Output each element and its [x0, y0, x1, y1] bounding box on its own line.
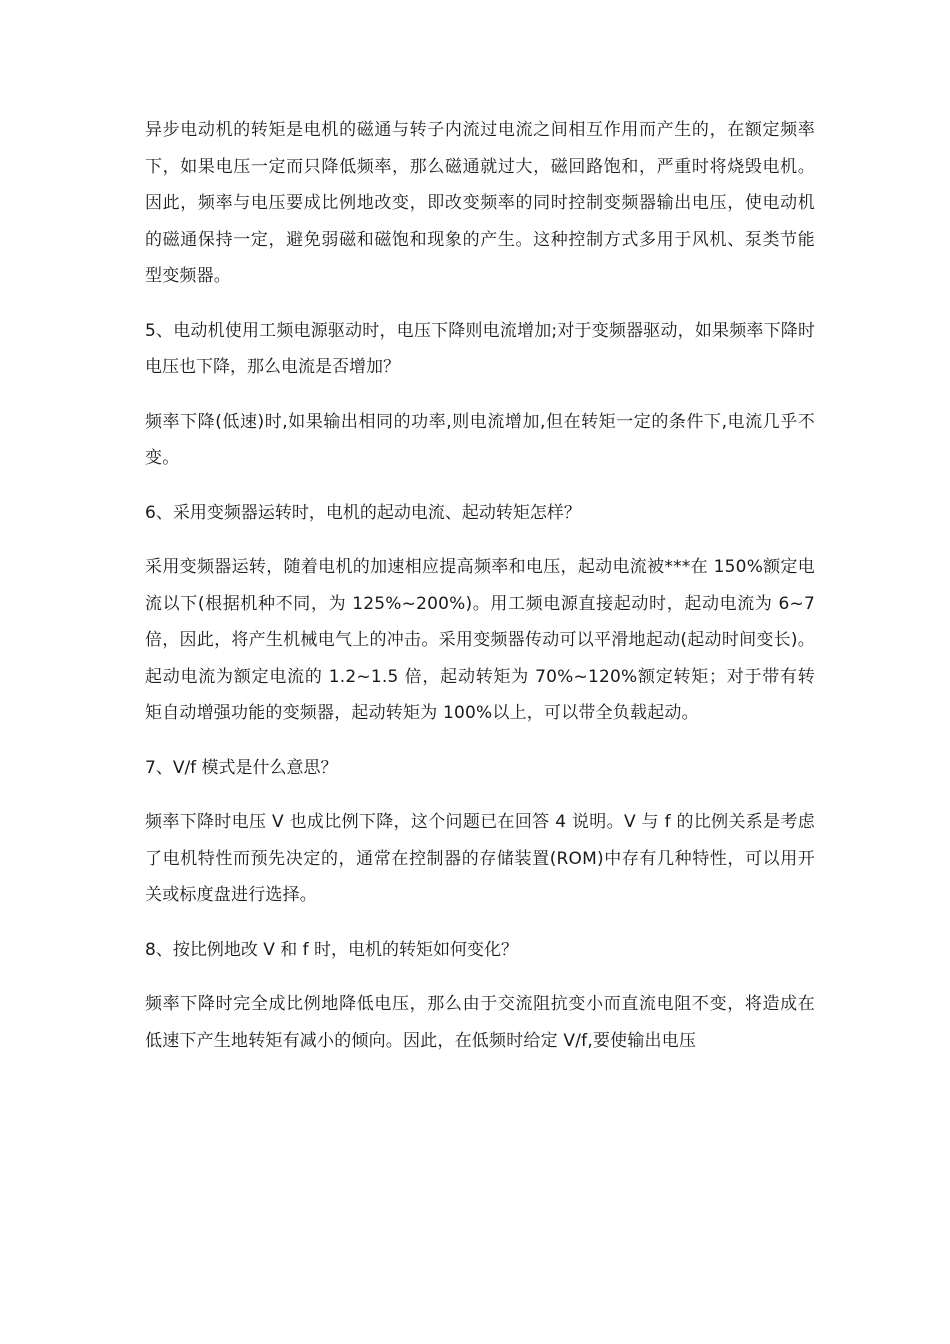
- paragraph-answer-7: 频率下降时电压 V 也成比例下降，这个问题已在回答 4 说明。V 与 f 的比例关系是考虑了电机特性而预先决定的，通常在控制器的存储装置(ROM)中存有几种特性，可以用开关或标度盘进行选择。: [145, 812, 815, 905]
- question-7: 7、V/f 模式是什么意思？: [145, 757, 338, 778]
- paragraph-answer-5: 频率下降(低速)时,如果输出相同的功率,则电流增加,但在转矩一定的条件下,电流几乎不变。: [145, 411, 815, 468]
- paragraph-answer-8: 频率下降时完全成比例地降低电压，那么由于交流阻抗变小而直流电阻不变，将造成在低速下产生地转矩有减小的倾向。因此，在低频时给定 V/f,要使输出电压: [145, 994, 815, 1051]
- question-8: 8、按比例地改 V 和 f 时，电机的转矩如何变化？: [145, 939, 519, 960]
- paragraph-answer-4: 异步电动机的转矩是电机的磁通与转子内流过电流之间相互作用而产生的，在额定频率下，如果电压一定而只降低频率，那么磁通就过大，磁回路饱和，严重时将烧毁电机。因此，频率与电压要成比例地改变，即改变频率的同时控制变频器输出电压，使电动机的磁通保持一定，避免弱磁和磁饱和现象的产生。这种控制方式多用于风机、泵类节能型变频器。: [145, 120, 815, 286]
- paragraph-answer-6: 采用变频器运转，随着电机的加速相应提高频率和电压，起动电流被***在 150%额定电流以下(根据机种不同，为 125%~200%)。用工频电源直接起动时，起动电流为 6~7 倍，因此，将产生机械电气上的冲击。采用变频器传动可以平滑地起动(起动时间变长)。起动电流为额定电流的 1.2~1.5 倍，起动转矩为 70%~120%额定转矩；对于带有转矩自动增强功能的变频器，起动转矩为 100%以上，可以带全负载起动。: [145, 557, 815, 723]
- question-5: 5、电动机使用工频电源驱动时，电压下降则电流增加;对于变频器驱动，如果频率下降时电压也下降，那么电流是否增加？: [145, 320, 815, 377]
- document-body: [145, 112, 815, 1077]
- question-6: 6、采用变频器运转时，电机的起动电流、起动转矩怎样？: [145, 502, 581, 523]
